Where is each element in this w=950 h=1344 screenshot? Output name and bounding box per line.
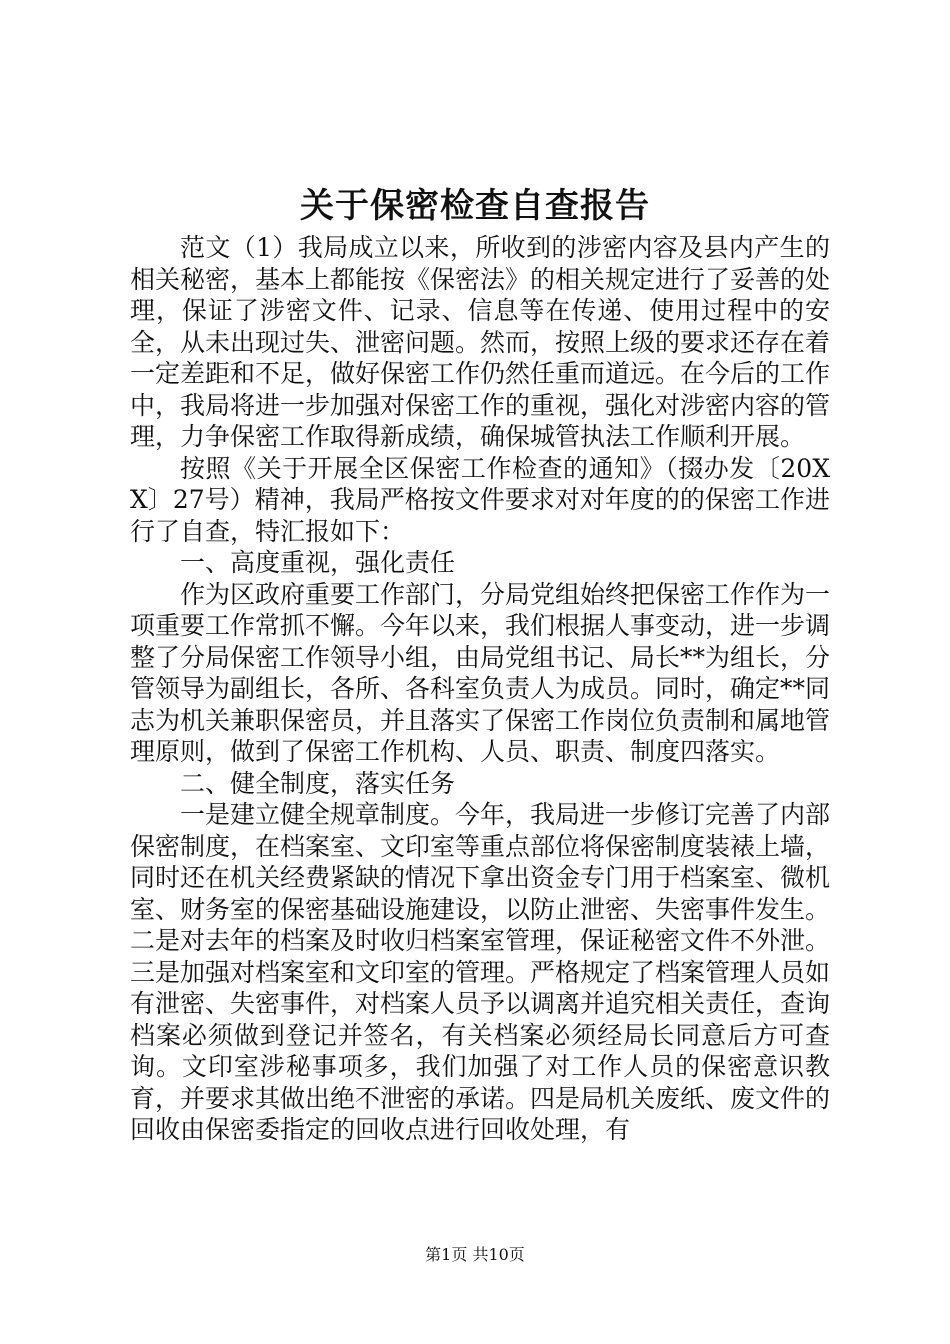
paragraph-notice: 按照《关于开展全区保密工作检查的通知》（掇办发〔20XX〕27号）精神，我局严格按文件要求对对年度的的保密工作进行了自查，特汇报如下： xyxy=(130,453,830,546)
document-body xyxy=(130,232,830,1146)
paragraph-section-2: 一是建立健全规章制度。今年，我局进一步修订完善了内部保密制度，在档案室、文印室等重点部位将保密制度装裱上墙，同时还在机关经费紧缺的情况下拿出资金专门用于档案室、微机室、财务室的保密基础设施建设，以防止泄密、失密事件发生。二是对去年的档案及时收归档案室管理，保证秘密文件不外泄。三是加强对档案室和文印室的管理。严格规定了档案管理人员如有泄密、失密事件，对档案人员予以调离并追究相关责任，查询档案必须做到登记并签名，有关档案必须经局长同意后方可查询。文印室涉秘事项多，我们加强了对工作人员的保密意识教育，并要求其做出绝不泄密的承诺。四是局机关废纸、废文件的回收由保密委指定的回收点进行回收处理，有 xyxy=(130,800,831,1144)
page-footer: 第1页 共10页 xyxy=(425,1245,525,1264)
paragraph-intro: 范文（1）我局成立以来，所收到的涉密内容及县内产生的相关秘密，基本上都能按《保密法》的相关规定进行了妥善的处理，保证了涉密文件、记录、信息等在传递、使用过程中的安全，从未出现过失、泄密问题。然而，按照上级的要求还存在着一定差距和不足，做好保密工作仍然任重而道远。在今后的工作中，我局将进一步加强对保密工作的重视，强化对涉密内容的管理，力争保密工作取得新成绩，确保城管执法工作顺利开展。 xyxy=(130,233,831,451)
document-title: 关于保密检查自查报告 xyxy=(300,186,650,226)
section-heading-1: 一、高度重视，强化责任 xyxy=(180,548,456,577)
section-heading-2: 二、健全制度，落实任务 xyxy=(180,768,456,798)
paragraph-section-1: 作为区政府重要工作部门，分局党组始终把保密工作作为一项重要工作常抓不懈。今年以来，我们根据人事变动，进一步调整了分局保密工作领导小组，由局党组书记、局长**为组长，分管领导为副组长，各所、各科室负责人为成员。同时，确定**同志为机关兼职保密员，并且落实了保密工作岗位负责制和属地管理原则，做到了保密工作机构、人员、职责、制度四落实。 xyxy=(130,579,831,766)
